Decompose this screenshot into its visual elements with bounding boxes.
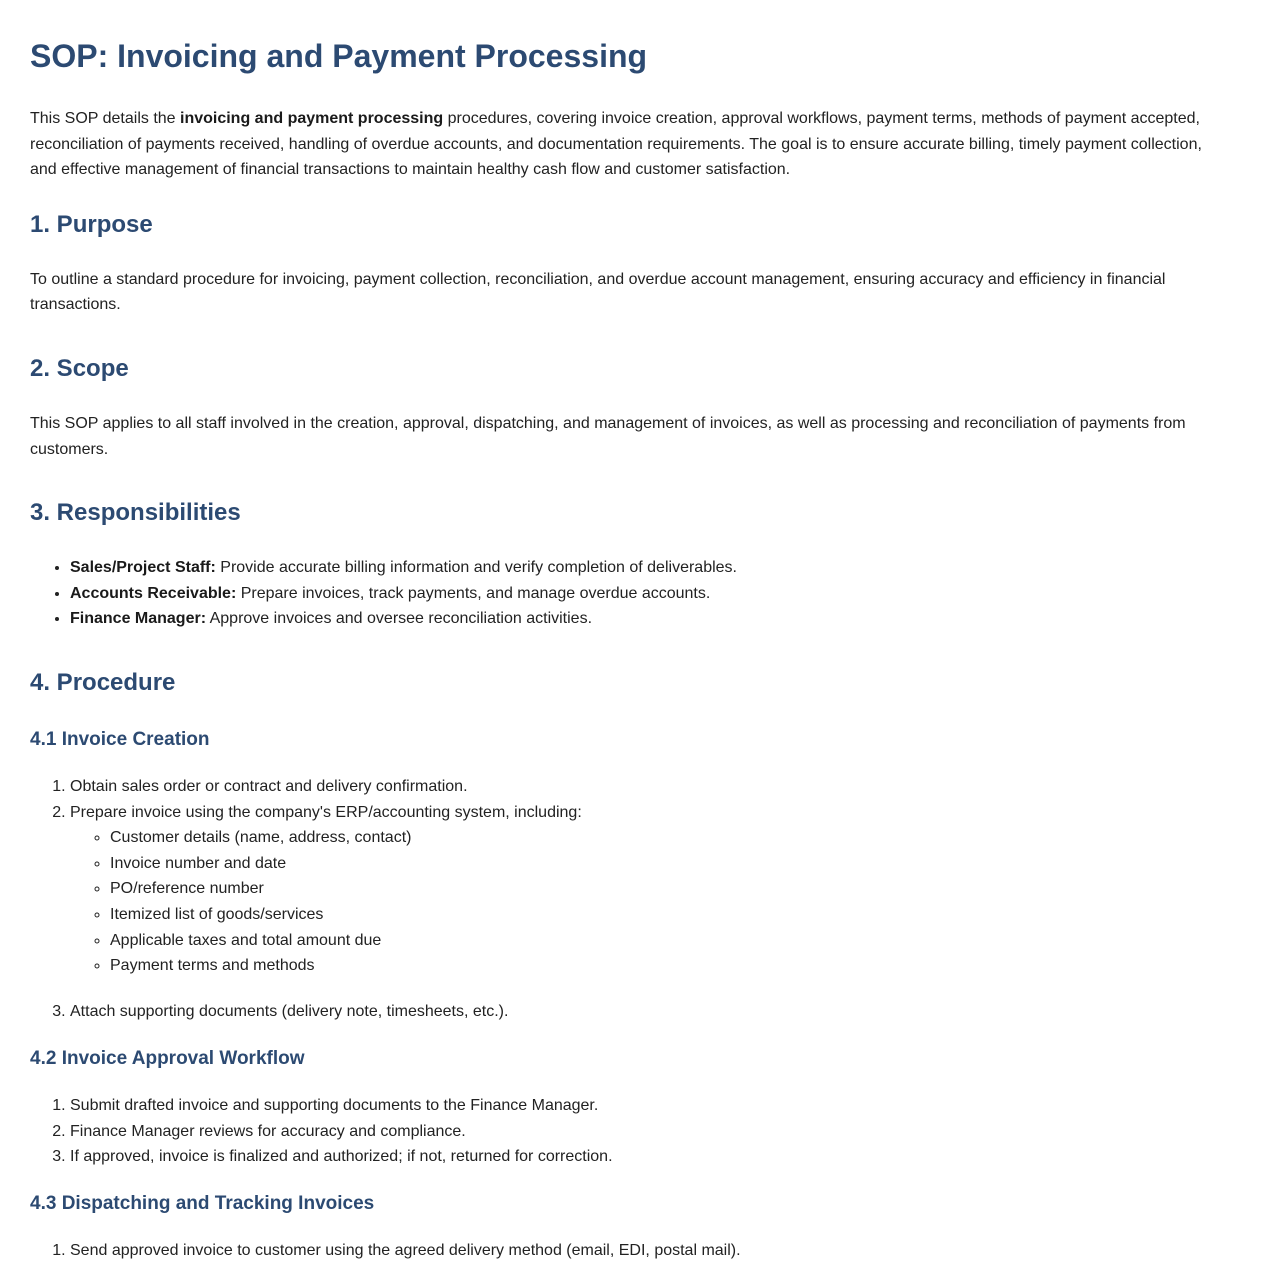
list-item: [70, 999, 1233, 1025]
list-item: [70, 555, 1233, 581]
list-item: 1. Send approved invoice to customer using the agreed delivery method (email, EDI, postal mail).: [70, 1238, 1233, 1264]
approval-workflow-steps: [30, 1093, 1233, 1170]
invoice-creation-steps: [30, 774, 1233, 1024]
list-item: ◦ Applicable taxes and total amount due: [110, 928, 1233, 954]
scope-text: This SOP applies to all staff involved in the creation, approval, dispatching, and management of invoices, as well as processing and reconciliation of payments from customers.: [30, 414, 1186, 458]
purpose-text: To outline a standard procedure for invoicing, payment collection, reconciliation, and overdue account management, ensuring accuracy and efficiency in financial transactions.: [30, 270, 1166, 314]
page-title: SOP: Invoicing and Payment Processing: [30, 38, 648, 74]
list-item: [70, 774, 1233, 800]
intro-text-start: This SOP details the: [30, 110, 180, 127]
list-item: ◦ Invoice number and date: [110, 851, 1233, 877]
list-item: ◦ PO/reference number: [110, 876, 1233, 902]
role-label: Sales/Project Staff:: [70, 559, 216, 577]
intro-text-end: procedures, covering invoice creation, approval workflows, payment terms, methods of payment accepted, reconciliation of payments received, handling of overdue accounts, and documentation requirements. The goal is to ensure accurate billing, timely payment collection, and effective management of financial transactions to maintain healthy cash flow and customer satisfaction.: [30, 110, 1202, 179]
list-item: ◦ Customer details (name, address, contact): [110, 825, 1233, 851]
dispatching-heading: 4.3 Dispatching and Tracking Invoices: [30, 1193, 375, 1215]
responsibilities-list: [30, 555, 1233, 632]
list-item: ◦ Itemized list of goods/services: [110, 902, 1233, 928]
dispatching-steps: [30, 1238, 1233, 1264]
role-description: Prepare invoices, track payments, and manage overdue accounts.: [236, 584, 711, 602]
approval-workflow-heading: 4.2 Invoice Approval Workflow: [30, 1048, 305, 1070]
responsibilities-heading: 3. Responsibilities: [30, 499, 241, 527]
list-item: [70, 581, 1233, 607]
intro-paragraph: [30, 106, 1233, 183]
role-label: Finance Manager:: [70, 610, 207, 628]
scope-heading: 2. Scope: [30, 354, 129, 382]
list-item: [70, 606, 1233, 632]
purpose-heading: 1. Purpose: [30, 210, 153, 238]
invoice-creation-heading: 4.1 Invoice Creation: [30, 728, 210, 750]
procedure-heading: 4. Procedure: [30, 668, 176, 696]
list-item: 1. Submit drafted invoice and supporting documents to the Finance Manager.: [70, 1093, 1233, 1119]
step-text: Prepare invoice using the company's ERP/accounting system, including:: [70, 803, 582, 821]
list-item: 2. Finance Manager reviews for accuracy and compliance.: [70, 1119, 1233, 1145]
role-description: Approve invoices and oversee reconciliation activities.: [206, 610, 593, 628]
role-label: Accounts Receivable:: [70, 584, 237, 602]
role-description: Provide accurate billing information and verify completion of deliverables.: [215, 559, 737, 577]
list-item: ◦ Payment terms and methods: [110, 953, 1233, 979]
intro-bold-text: invoicing and payment processing: [180, 110, 444, 127]
invoice-contents-list: [70, 825, 1233, 979]
step-text: Obtain sales order or contract and delivery confirmation.: [70, 777, 468, 795]
list-item: 3. If approved, invoice is finalized and authorized; if not, returned for correction.: [70, 1144, 1233, 1170]
list-item: [70, 800, 1233, 979]
step-text: Attach supporting documents (delivery note, timesheets, etc.).: [70, 1002, 509, 1020]
